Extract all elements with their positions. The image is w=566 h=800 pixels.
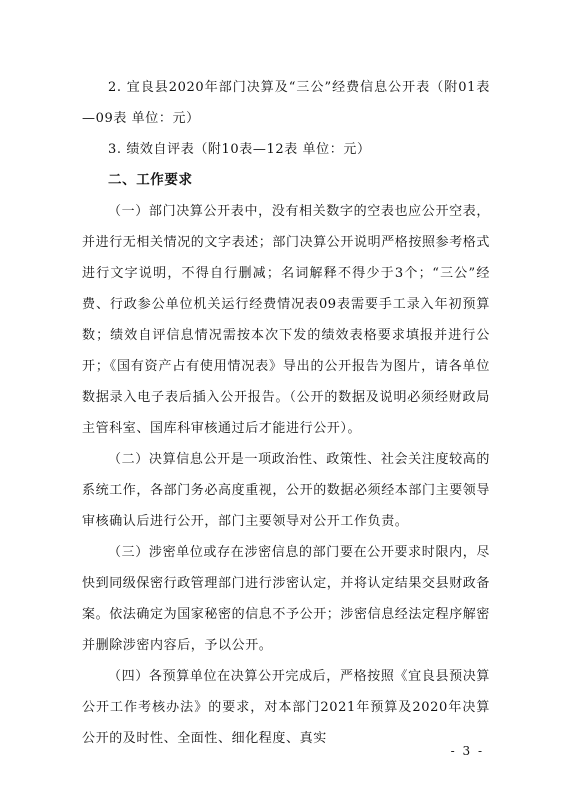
page-number: - 3 -	[450, 744, 484, 758]
document-body	[82, 72, 490, 754]
list-item-3: 3. 绩效自评表（附10表—12表 单位：元）	[108, 142, 371, 157]
list-item-2: 2. 宜良县2020年部门决算及“三公”经费信息公开表（附01表—09表 单位：元）	[82, 80, 490, 126]
section-heading: 二、工作要求	[108, 172, 193, 188]
paragraph-3: （三）涉密单位或存在涉密信息的部门要在公开要求时限内，尽快到同级保密行政管理部门进行涉密认定，并将认定结果交县财政备案。依法确定为国家秘密的信息不予公开；涉密信息经法定程序解密并删除涉密内容后，予以公开。	[82, 545, 491, 653]
paragraph-1: （一）部门决算公开表中，没有相关数字的空表也应公开空表，并进行无相关情况的文字表述；部门决算公开说明严格按照参考格式进行文字说明，不得自行删减；名词解释不得少于3个；“三公”经费、行政参公单位机关运行经费情况表09表需要手工录入年初预算数；绩效自评信息情况需按本次下发的绩效表格要求填报并进行公开；《国有资产占有使用情况表》导出的公开报告为图片，请各单位数据录入电子表后插入公开报告。（公开的数据及说明必须经财政局主管科室、国库科审核通过后才能进行公开）。	[82, 204, 491, 436]
paragraph-2: （二）决算信息公开是一项政治性、政策性、社会关注度较高的系统工作，各部门务必高度重视，公开的数据必须经本部门主要领导审核确认后进行公开，部门主要领导对公开工作负责。	[82, 452, 491, 529]
paragraph-4: （四）各预算单位在决算公开完成后，严格按照《宜良县预决算公开工作考核办法》的要求，对本部门2021年预算及2020年决算公开的及时性、全面性、细化程度、真实	[82, 669, 490, 746]
